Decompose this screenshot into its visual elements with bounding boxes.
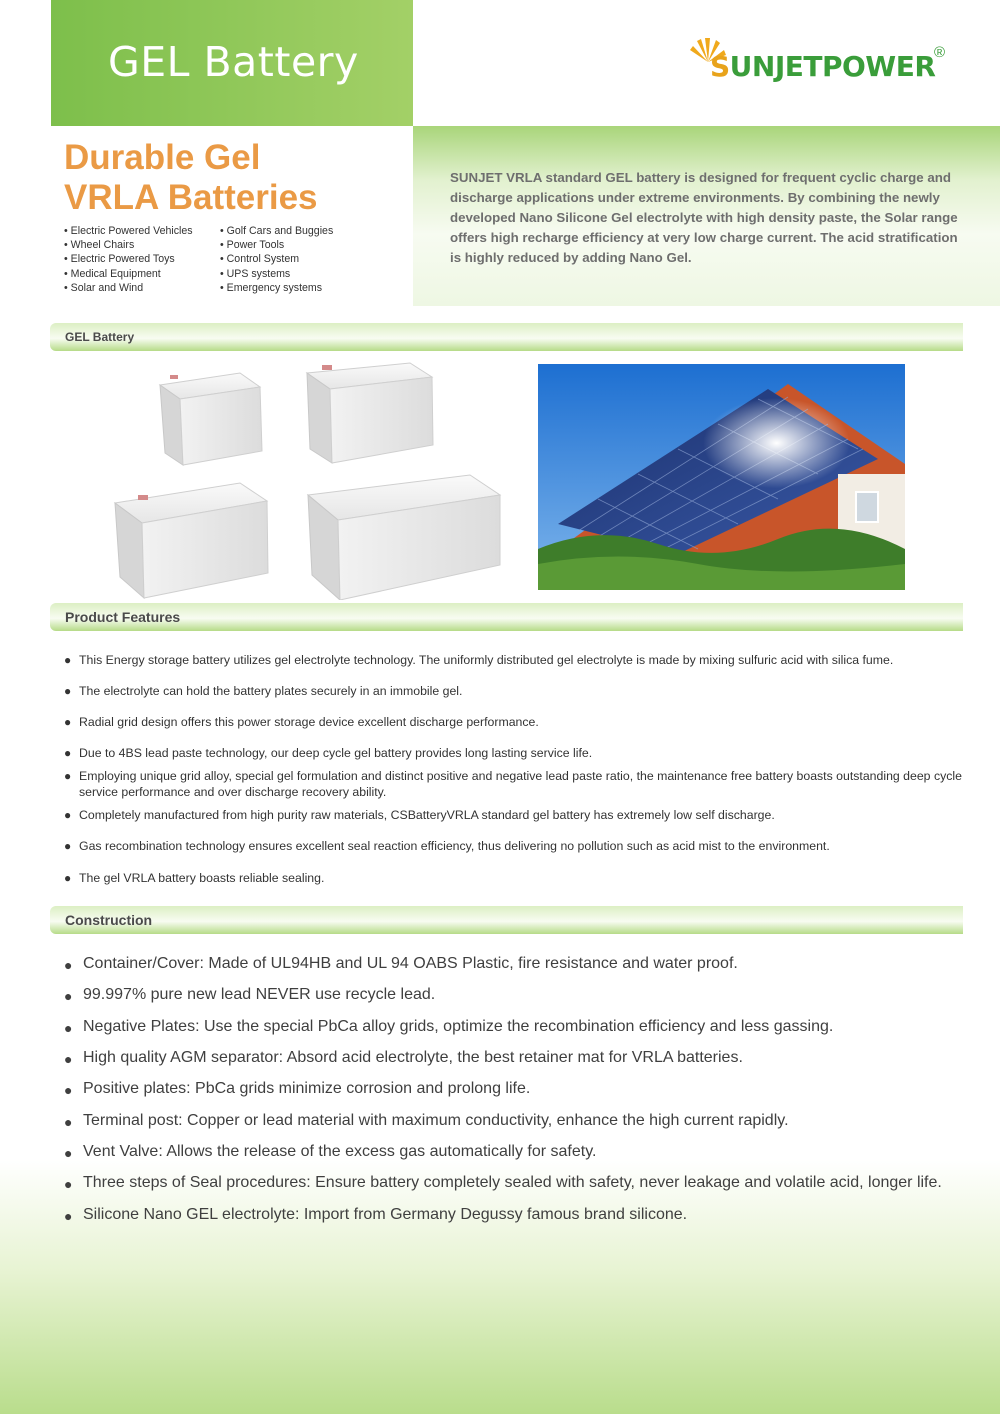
applications-col-2 [220, 224, 333, 295]
bullet-icon: ● [64, 871, 72, 885]
bullet-icon: ● [64, 957, 73, 973]
brand-name: SUNJETPOWER [710, 50, 936, 83]
application-item: • Golf Cars and Buggies [220, 224, 333, 238]
brand-logo [688, 30, 968, 90]
application-item: • Emergency systems [220, 281, 333, 295]
bullet-icon: ● [64, 1020, 73, 1036]
applications-col-1 [64, 224, 193, 295]
battery-product-image [110, 355, 515, 600]
section-title: Product Features [65, 609, 181, 625]
section-bar-gel-battery [50, 323, 963, 351]
application-item: • Solar and Wind [64, 281, 193, 295]
bullet-icon: ● [64, 1082, 73, 1098]
section-title: Construction [65, 912, 153, 928]
bullet-icon: ● [64, 684, 72, 698]
registered-mark: ® [934, 44, 946, 61]
bullet-icon: ● [64, 1208, 73, 1224]
application-item: • Power Tools [220, 238, 333, 252]
application-item: • Control System [220, 252, 333, 266]
bullet-icon: ● [64, 1145, 73, 1161]
application-item: • UPS systems [220, 267, 333, 281]
section-title: GEL Battery [65, 330, 135, 344]
title-banner [51, 0, 413, 126]
application-item: • Electric Powered Toys [64, 252, 193, 266]
bullet-icon: ● [64, 653, 72, 667]
bullet-icon: ● [64, 746, 72, 760]
bullet-icon: ● [64, 715, 72, 729]
bullet-icon: ● [64, 839, 72, 853]
bullet-icon: ● [64, 769, 72, 783]
section-bar-construction [50, 906, 963, 934]
application-item: • Medical Equipment [64, 267, 193, 281]
bullet-icon: ● [64, 988, 73, 1004]
page-title: GEL Battery [108, 38, 359, 86]
bullet-icon: ● [64, 1114, 73, 1130]
bullet-icon: ● [64, 1051, 73, 1067]
bullet-icon: ● [64, 1176, 73, 1192]
headline-line-1: Durable Gel [64, 138, 261, 177]
solar-roof-image [538, 364, 905, 590]
bullet-icon: ● [64, 808, 72, 822]
section-bar-features [50, 603, 963, 631]
headline-line-2: VRLA Batteries [64, 178, 318, 217]
headline [64, 138, 318, 218]
application-item: • Wheel Chairs [64, 238, 193, 252]
intro-description: SUNJET VRLA standard GEL battery is designed for frequent cyclic charge and discharge applications under extreme environments. By combining the newly developed Nano Silicone Gel electrolyte with high density paste, the Solar range offers high recharge efficiency at very low charge current. The acid stratification is highly reduced by adding Nano Gel. [450, 170, 958, 265]
application-item: • Electric Powered Vehicles [64, 224, 193, 238]
